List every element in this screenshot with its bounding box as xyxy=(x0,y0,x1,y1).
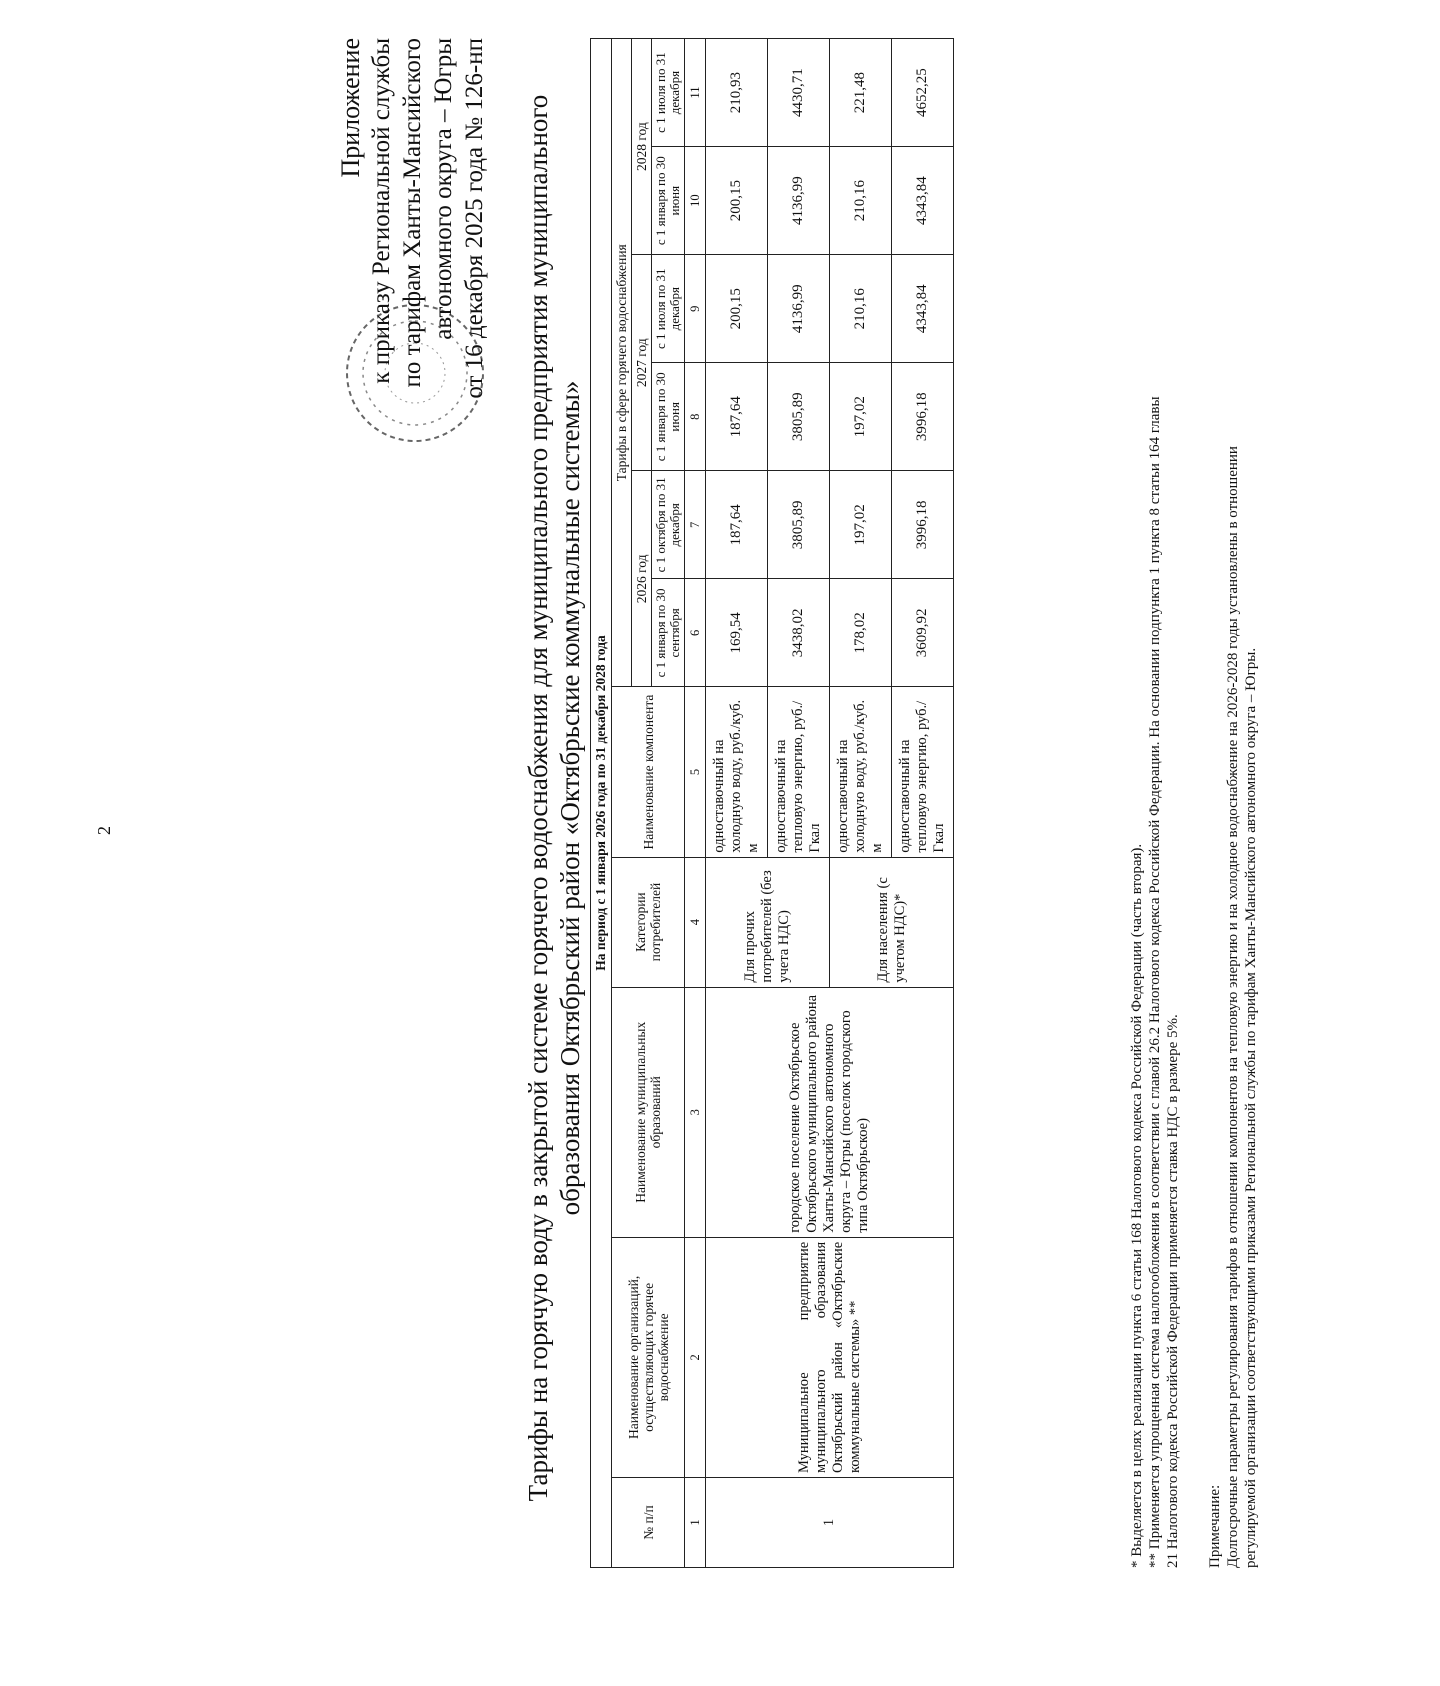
header-period-8: с 1 января по 30 июня xyxy=(652,363,685,471)
footnote-tax-system: ** Применяется упрощенная система налогообложения в соответствии с главой 26.2 Налогового кодекса Российской Федерации. На основании подпункта 1 пункта 8 статьи 164 главы xyxy=(1147,396,1163,1568)
tariff-value: 187,64 xyxy=(706,363,768,471)
column-number: 7 xyxy=(685,471,706,579)
column-number: 4 xyxy=(685,857,706,987)
header-period-10: с 1 января по 30 июня xyxy=(652,147,685,255)
organization-name: Муниципальное предприятие муниципального образования Октябрьский район «Октябрьские коммунальные системы» ** xyxy=(706,1237,954,1477)
tariff-value: 210,16 xyxy=(830,147,892,255)
component-name: одноставочный на холодную воду, руб./куб. м xyxy=(706,687,768,857)
header-year-2028: 2028 год xyxy=(632,39,652,255)
title-line: образования Октябрьский район «Октябрьские коммунальные системы» xyxy=(555,380,585,1216)
document-title xyxy=(522,0,586,1598)
tariff-value: 178,02 xyxy=(830,579,892,687)
appendix-line: автономного округа – Югры xyxy=(430,38,457,340)
column-number: 3 xyxy=(685,987,706,1237)
consumer-category: Для населения (с учетом НДС)* xyxy=(830,857,954,987)
column-number: 1 xyxy=(685,1477,706,1567)
footnote-tax-system-cont: 21 Налогового кодекса Российской Федерации применяется ставка НДС в размере 5%. xyxy=(1165,1014,1181,1568)
tariff-value: 169,54 xyxy=(706,579,768,687)
column-number: 2 xyxy=(685,1237,706,1477)
row-number: 1 xyxy=(706,1477,954,1567)
appendix-line: к приказу Региональной службы xyxy=(368,38,395,384)
tariff-table xyxy=(590,38,954,1568)
tariff-value: 3609,92 xyxy=(892,579,954,687)
remark-label: Примечание: xyxy=(1207,1484,1223,1568)
component-name: одноставочный на тепловую энергию, руб./ Гкал xyxy=(892,687,954,857)
column-number: 5 xyxy=(685,687,706,857)
tariff-value: 197,02 xyxy=(830,363,892,471)
component-name: одноставочный на тепловую энергию, руб./ Гкал xyxy=(768,687,830,857)
header-org: Наименование организаций, осуществляющих горячее водоснабжение xyxy=(612,1237,685,1477)
header-component: Наименование компонента xyxy=(612,687,685,857)
appendix-block xyxy=(335,38,490,399)
rotated-page-content xyxy=(336,0,1440,1598)
tariff-value: 200,15 xyxy=(706,255,768,363)
appendix-line: от 16 декабря 2025 года № 126-нп xyxy=(461,38,488,399)
appendix-label: Приложение xyxy=(336,38,365,178)
tariff-value: 200,15 xyxy=(706,147,768,255)
tariff-value: 3805,89 xyxy=(768,363,830,471)
page-number: 2 xyxy=(94,826,114,835)
tariff-value: 3996,18 xyxy=(892,363,954,471)
header-period-9: с 1 июля по 31 декабря xyxy=(652,255,685,363)
header-period-6: с 1 января по 30 сентября xyxy=(652,579,685,687)
remark-text-cont: регулируемой организации соответствующими приказами Региональной службы по тарифам Ханты-Мансийского автономного округа – Югры. xyxy=(1243,647,1259,1568)
header-period-7: с 1 октября по 31 декабря xyxy=(652,471,685,579)
header-num: № п/п xyxy=(612,1477,685,1567)
header-tariffs: Тарифы в сфере горячего водоснабжения xyxy=(612,39,632,687)
column-number: 9 xyxy=(685,255,706,363)
tariff-value: 197,02 xyxy=(830,471,892,579)
consumer-category: Для прочих потребителей (без учета НДС) xyxy=(706,857,830,987)
tariff-value: 187,64 xyxy=(706,471,768,579)
header-year-2027: 2027 год xyxy=(632,255,652,471)
remark-text: Долгосрочные параметры регулирования тарифов в отношении компонентов на тепловую энергию и на холодное водоснабжение на 2026-2028 годы установлены в отношении xyxy=(1225,446,1241,1568)
column-number: 11 xyxy=(685,39,706,147)
tariff-value: 4136,99 xyxy=(768,255,830,363)
footnote-vat: * Выделяется в целях реализации пункта 6 статьи 168 Налогового кодекса Российской Федерации (часть вторая). xyxy=(1129,843,1145,1568)
tariff-value: 221,48 xyxy=(830,39,892,147)
appendix-line: по тарифам Ханты-Мансийского xyxy=(399,38,426,388)
tariff-value: 3996,18 xyxy=(892,471,954,579)
tariff-value: 3805,89 xyxy=(768,471,830,579)
tariff-value: 4343,84 xyxy=(892,147,954,255)
column-number: 8 xyxy=(685,363,706,471)
title-line: Тарифы на горячую воду в закрытой системе горячего водоснабжения для муниципального предприятия муниципального xyxy=(523,94,553,1502)
tariff-value: 210,93 xyxy=(706,39,768,147)
column-number: 6 xyxy=(685,579,706,687)
tariff-value: 210,16 xyxy=(830,255,892,363)
header-period-11: с 1 июля по 31 декабря xyxy=(652,39,685,147)
period-header: На период с 1 января 2026 года по 31 декабря 2028 года xyxy=(591,39,612,1568)
header-year-2026: 2026 год xyxy=(632,471,652,687)
tariff-value: 3438,02 xyxy=(768,579,830,687)
tariff-value: 4430,71 xyxy=(768,39,830,147)
header-category: Категории потребителей xyxy=(612,857,685,987)
component-name: одноставочный на холодную воду, руб./куб. м xyxy=(830,687,892,857)
tariff-value: 4343,84 xyxy=(892,255,954,363)
tariff-value: 4652,25 xyxy=(892,39,954,147)
footnotes xyxy=(1128,38,1260,1568)
tariff-value: 4136,99 xyxy=(768,147,830,255)
municipality-name: городское поселение Октябрьское Октябрьского муниципального района Ханты-Мансийского автономного округа – Югры (поселок городского типа Октябрьское) xyxy=(706,987,954,1237)
header-mo: Наименование муниципальных образований xyxy=(612,987,685,1237)
column-number: 10 xyxy=(685,147,706,255)
